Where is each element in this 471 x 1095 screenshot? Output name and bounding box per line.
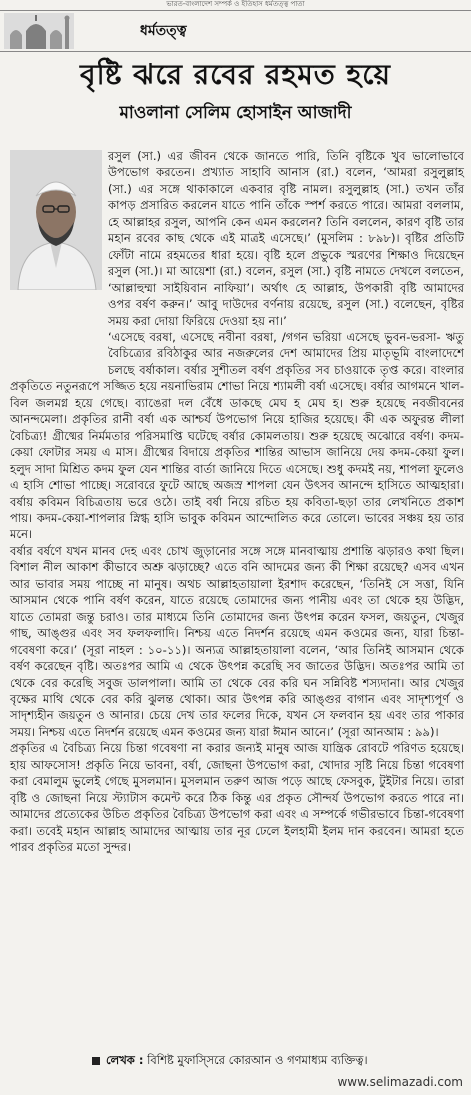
- mosque-icon: [4, 13, 74, 49]
- section-header-band: [0, 10, 471, 52]
- article-paragraph: বর্ষার বর্ষণে যখন মানব দেহ এবং চোখ জুড়ানোর সঙ্গে সঙ্গে মানবাত্মায় প্রশান্তি ঝড়ারও কথা ছিল। বিশাল নীল আকাশ কীভাবে অশ্রু ঝড়াচ্ছে? এতে বনি আদমের জন্য কী শিক্ষা রয়েছে? এসব এখন আর ভাবার সময় পাচ্ছে না মানুষ। অথচ আল্লাহতায়ালা ইরশাদ করেছেন, ‘তিনিই সে সত্তা, যিনি আসমান থেকে পানি বর্ষণ করেন, যাতে রয়েছে তোমাদের জন্য পানীয় এবং তা থেকে হয় উদ্ভিদ, যাতে তোমরা জন্তু চরাও। তার মাধ্যমে তিনি তোমাদের জন্য উৎপন্ন করেন ফসল, জয়তুন, খেজুর গাছ, আঙ্গুর এবং সব ফলফলাদি। নিশ্চয় এতে নিদর্শন রয়েছে এমন কওমের জন্য, যারা চিন্তা-গবেষণা করে।’ (সূরা নাহল : ১০-১১)। অন্যত্র আল্লাহতায়ালা বলেন, ‘আর তিনিই আসমান থেকে বর্ষণ করেছেন বৃষ্টি। অতঃপর আমি এ থেকে উৎপন্ন করেছি সব জাতের উদ্ভিদ। অতঃপর আমি তা থেকে বের করেছি সবুজ ডালপালা। আমি তা থেকে বের করি ঘন সন্নিবিষ্ট শস্যদানা। আর খেজুর বৃক্ষের মাথি থেকে বের করি ঝুলন্ত থোকা। আর উৎপন্ন করি আঙ্গুর বাগান এবং সাদৃশ্যপূর্ণ ও সাদৃশ্যহীন জয়তুন ও আনার। চেয়ে দেখ তার ফলের দিকে, যখন সে ফলবান হয় এবং তার পাকার সময়। নিশ্চয় এতে নিদর্শন রয়েছে এমন কওমের জন্য যারা ঈমান আনে।’ (সূরা আনআম : ৯৯)।: [10, 543, 464, 739]
- square-bullet-icon: [92, 1057, 100, 1065]
- portrait-spacer: [10, 148, 108, 366]
- article-paragraph: রসুল (সা.) এর জীবন থেকে জানতে পারি, তিনি বৃষ্টিকে খুব ভালোভাবে উপভোগ করতেন। প্রখ্যাত সাহাবি আনাস (রা.) বলেন, ‘আমরা রসুলুল্লাহ (সা.) এর সঙ্গে থাকাকালে একবার বৃষ্টি নামল। রসুলুল্লাহ (সা.) তখন তাঁর কাপড় প্রসারিত করলেন যাতে পানি তাঁকে স্পর্শ করতে পারে। আমরা বললাম, হে আল্লাহর রসুল, আপনি কেন এমন করলেন? তিনি বললেন, কারণ বৃষ্টি তার মহান রবের কাছ থেকে এই মাত্রই এসেছে।’ (মুসলিম : ৮৯৮)। বৃষ্টির প্রতিটি ফোঁটা নামে রহমতের ধারা হয়ে। বৃষ্টি হলে প্রভুকে স্মরণের শিক্ষাও দিয়েছেন রসুল (সা.)। মা আয়েশা (রা.) বলেন, রসুল (সা.) বৃষ্টি নামতে দেখলে বলতেন, ‘আল্লাহুম্মা সাইয়িবান নাফিয়া’। অর্থাৎ হে আল্লাহ, উপকারী বৃষ্টি আমাদের ওপর বর্ষণ করুন।’ আবু দাউদের বর্ণনায় রয়েছে, রসুল (সা.) বলেছেন, বৃষ্টির সময় করা দোয়া ফিরিয়ে দেওয়া হয় না।’: [108, 149, 464, 328]
- article-paragraph: ‘এসেছে বরষা, এসেছে নবীনা বরষা, /গগন ভরিয়া এসেছে ভুবন-ভরসা- ঋতু বৈচিত্র্যের রবিঠাকুর আর নজরুলের দেশ আমাদের প্রিয় মাতৃভূমি বাংলাদেশে চলছে বর্ষাকাল। বর্ষার সুশীতল বর্ষণ প্রকৃতির সব চাওয়াকে তৃপ্ত করে। বাংলার প্রকৃতিতে নতুনরূপে সজ্জিত হয়ে নয়নাভিরাম শোভা নিয়ে শ্যামলী বর্ষা এসেছে। বর্ষার আগমনে খাল-বিল জলমগ্ন হয়ে গেছে। ব্যাঙেরা দল বেঁধে ডাকছে মেঘ হ মেঘ হ। শুরু হয়েছে নবজীবনের আনন্দমেলা। প্রকৃতির রানী বর্ষা এক আশ্চর্য উপভোগ নিয়ে হাজির হয়েছে। কী এক অফুরন্ত লীলা বৈচিত্র্য! গ্রীষ্মের নির্মমতার পরিসমাপ্তি ঘটেছে বর্ষার কোমলতায়। শুরু হয়েছে অঝোরে বর্ষণ। কদম-কেয়া ফোটার সময় এ মাস। গ্রীষ্মের বিদায়ে প্রকৃতির শান্তির আভাস জানিয়ে দেয় কদম-কেয়া ফুল। হলুদ সাদা মিশ্রিত কদম ফুল যেন শান্তির বার্তা জানিয়ে দিতে এসেছে। শুধু কদমই নয়, শাপলা ফুলেও এ হাসি শোভা পাচ্ছে। সরোবরে ফুটে আছে অজস্র শাপলা যেন উৎসব আনন্দে হাসিতে আত্মহারা। বর্ষায় কবিমন বিচিত্রতায় ভরে ওঠে। তাই বর্ষা নিয়ে রচিত হয় কবিতা-ছড়া তার লেখনিতে প্রকাশ পায়। কদম-কেয়া-শাপলার স্নিগ্ধ হাসি ভাবুক কবিমন আন্দোলিত করে তোলে। ভাবের সঞ্চয় হয় তার মনে।: [10, 329, 464, 542]
- article-paragraph: প্রকৃতির এ বৈচিত্র্য নিয়ে চিন্তা গবেষণা না করার জন্যই মানুষ আজ যান্ত্রিক রোবটে পরিণত হয়েছে। হায় আফসোস! প্রকৃতি নিয়ে ভাবনা, বর্ষা, জোছনা উপভোগ করা, খোদার সৃষ্টি নিয়ে চিন্তা গবেষণা করা বেমালুম ভুলেই গেছে মুসলমান। মুসলমান তরুণ আজ পড়ে আছে ফেসবুক, টুইটার নিয়ে। তারা বৃষ্টি ও জোছনা নিয়ে স্ট্যাটাস কমেন্ট করে ঠিক কিন্তু এর প্রকৃত সৌন্দর্য উপভোগ করতে পারে না। আমাদের প্রত্যেকের উচিত প্রকৃতির বৈচিত্র্য উপভোগ করা এবং এ সম্পর্কে গভীরভাবে চিন্তা-গবেষণা করা। তবেই মহান আল্লাহ আমাদের আত্মায় তার নূর ঢেলে ইলহামী ইলম দান করবেন। আমরা হতে পারব প্রকৃতির মতো সুন্দর।: [10, 741, 464, 855]
- headline: বৃষ্টি ঝরে রবের রহমত হয়ে: [80, 58, 391, 91]
- byline-text: বিশিষ্ট মুফাস্সিরে কোরআন ও গণমাধ্যম ব্যক্তিত্ব।: [147, 1053, 368, 1067]
- website-link[interactable]: www.selimazadi.com: [337, 1075, 463, 1089]
- byline: [92, 1052, 464, 1068]
- article-body: [10, 148, 464, 855]
- top-strip-text: ভারত-বাংলাদেশ সম্পর্ক ও ইতিহাস ধর্মতত্ত্ব পাতা: [166, 0, 305, 8]
- section-label: ধর্মতত্ত্ব: [140, 23, 187, 39]
- author-name: মাওলানা সেলিম হোসাইন আজাদী: [119, 103, 352, 123]
- byline-label: লেখক :: [106, 1053, 144, 1067]
